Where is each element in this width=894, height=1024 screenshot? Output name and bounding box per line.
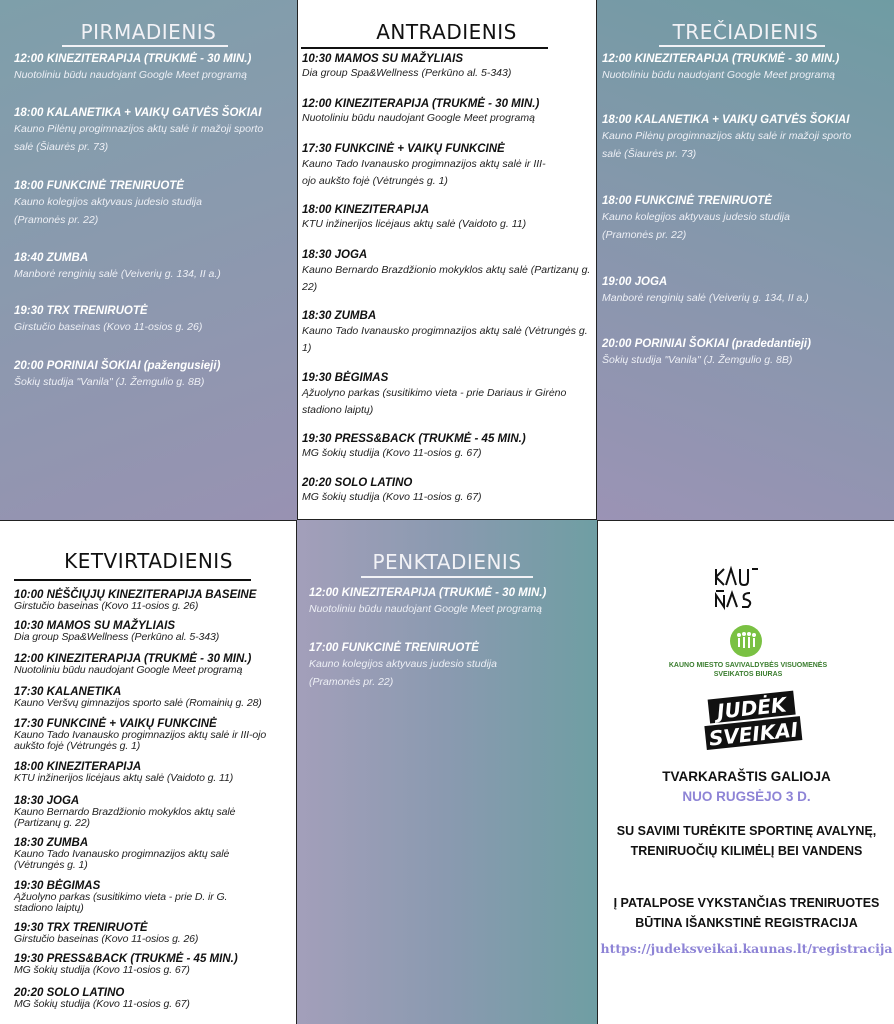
event-location: MG šokių studija (Kovo 11-osios g. 67) [302, 447, 482, 459]
event-title: 20:00 PORINIAI ŠOKIAI (pažengusieji) [14, 360, 221, 372]
event-location: Nuotoliniu būdu naudojant Google Meet programą [309, 603, 542, 615]
registration-line-1: Į PATALPOSE VYKSTANČIAS TRENIRUOTES [613, 896, 880, 910]
judek-text: JUDĖK [715, 692, 788, 724]
judek-sveikai-logo [698, 689, 808, 751]
event-location: Dia group Spa&Wellness (Perkūno al. 5-343) [302, 67, 512, 79]
thursday-event [14, 718, 290, 752]
wednesday-event [602, 52, 888, 84]
tuesday-event [302, 432, 592, 460]
thursday-event [14, 922, 290, 945]
thursday-event [14, 589, 290, 612]
tuesday-event [302, 142, 592, 190]
event-location: Kauno Tado Ivanausko progimnazijos aktų salė (Vėtrungės g. 1) [302, 325, 588, 354]
tuesday-divider [301, 47, 548, 49]
event-title: 12:00 KINEZITERAPIJA (TRUKMĖ - 30 MIN.) [14, 653, 252, 665]
monday-event [14, 179, 291, 229]
wednesday-heading: TREČIADIENIS [672, 20, 819, 44]
event-location: Dia group Spa&Wellness (Perkūno al. 5-343) [14, 631, 220, 643]
wednesday-event [602, 337, 888, 369]
sveikai-text: SVEIKAI [707, 717, 800, 751]
valid-title: TVARKARAŠTIS GALIOJA [662, 769, 831, 784]
event-title: 17:30 FUNKCINĖ + VAIKŲ FUNKCINĖ [302, 143, 505, 155]
event-title: 19:30 PRESS&BACK (TRUKMĖ - 45 MIN.) [14, 953, 238, 965]
wednesday-event [602, 113, 888, 163]
event-title: 18:00 KALANETIKA + VAIKŲ GATVĖS ŠOKIAI [14, 107, 262, 119]
event-location: Girstučio baseinas (Kovo 11-osios g. 26) [14, 321, 203, 333]
friday-event [309, 586, 589, 618]
event-location: Kauno kolegijos aktyvaus judesio studija (Pramonės pr. 22) [309, 658, 497, 688]
valid-date: NUO RUGSĖJO 3 D. [682, 789, 811, 804]
friday-divider [361, 576, 533, 578]
info-panel [597, 520, 894, 1024]
bring-line-1: SU SAVIMI TURĖKITE SPORTINĘ AVALYNĘ, [616, 824, 877, 838]
event-title: 19:30 TRX TRENIRUOTĖ [14, 305, 148, 317]
tuesday-event [302, 203, 592, 231]
event-location: Kauno Pilėnų progimnazijos aktų salė ir mažoji sporto salė (Šiaurės pr. 73) [602, 130, 852, 160]
event-title: 18:00 KINEZITERAPIJA [302, 204, 430, 216]
event-title: 12:00 KINEZITERAPIJA (TRUKMĖ - 30 MIN.) [309, 587, 547, 599]
event-location: Manborė renginių salė (Veiverių g. 134, II a.) [602, 292, 809, 304]
event-location: MG šokių studija (Kovo 11-osios g. 67) [14, 964, 190, 976]
thursday-event [14, 837, 290, 871]
friday-heading: PENKTADIENIS [372, 550, 522, 574]
thursday-event [14, 761, 290, 784]
event-location: Kauno Bernardo Brazdžionio mokyklos aktų salė (Partizanų g. 22) [14, 806, 236, 829]
event-location: Šokių studija "Vanila" (J. Žemgulio g. 8B) [14, 376, 205, 388]
event-title: 12:00 KINEZITERAPIJA (TRUKMĖ - 30 MIN.) [302, 98, 540, 110]
monday-event [14, 52, 291, 84]
monday-event [14, 106, 291, 156]
event-location: Kauno Tado Ivanausko progimnazijos aktų salė ir III-ojo aukšto fojė (Vėtrungės g. 1) [302, 158, 546, 187]
event-title: 17:30 FUNKCINĖ + VAIKŲ FUNKCINĖ [14, 718, 217, 730]
event-title: 18:00 FUNKCINĖ TRENIRUOTĖ [14, 180, 184, 192]
event-title: 18:30 JOGA [14, 795, 80, 807]
thursday-heading: KETVIRTADIENIS [64, 549, 233, 573]
thursday-event [14, 795, 290, 829]
wednesday-column [597, 0, 894, 520]
tuesday-event [302, 309, 592, 357]
thursday-event [14, 880, 290, 914]
event-location: Kauno Veršvų gimnazijos sporto salė (Romainių g. 28) [14, 697, 262, 709]
thursday-divider [14, 579, 251, 581]
event-title: 20:00 PORINIAI ŠOKIAI (pradedantieji) [602, 338, 811, 350]
event-location: MG šokių studija (Kovo 11-osios g. 67) [14, 998, 190, 1010]
event-title: 18:30 ZUMBA [14, 837, 89, 849]
event-title: 19:00 JOGA [602, 276, 668, 288]
thursday-event [14, 686, 290, 709]
event-title: 12:00 KINEZITERAPIJA (TRUKMĖ - 30 MIN.) [602, 53, 840, 65]
thursday-column [0, 520, 297, 1024]
event-location: Kauno Tado Ivanausko progimnazijos aktų salė ir III-ojo aukšto fojė (Vėtrungės g. 1) [14, 729, 267, 752]
tuesday-heading: ANTRADIENIS [376, 20, 517, 44]
event-title: 19:30 TRX TRENIRUOTĖ [14, 922, 148, 934]
wednesday-event [602, 275, 888, 307]
event-location: Kauno Tado Ivanausko progimnazijos aktų salė (Vėtrungės g. 1) [14, 848, 230, 871]
friday-column [297, 520, 597, 1024]
tuesday-event [302, 476, 592, 504]
event-title: 19:30 PRESS&BACK (TRUKMĖ - 45 MIN.) [302, 433, 526, 445]
event-title: 18:30 ZUMBA [302, 310, 377, 322]
event-title: 17:00 FUNKCINĖ TRENIRUOTĖ [309, 642, 479, 654]
event-title: 20:20 SOLO LATINO [302, 477, 413, 489]
monday-event [14, 251, 291, 283]
event-location: Ąžuolyno parkas (susitikimo vieta - prie D. ir G. stadiono laiptų) [14, 891, 228, 914]
kaunas-logo [714, 565, 758, 611]
registration-link[interactable]: https://judeksveikai.kaunas.lt/registracija [600, 941, 893, 956]
thursday-event [14, 987, 290, 1010]
health-bureau-icon [730, 625, 762, 657]
event-location: Girstučio baseinas (Kovo 11-osios g. 26) [14, 933, 199, 945]
event-title: 19:30 BĖGIMAS [302, 372, 389, 384]
wednesday-divider [659, 45, 825, 47]
event-location: KTU inžinerijos licėjaus aktų salė (Vaidoto g. 11) [14, 772, 234, 784]
tuesday-event [302, 248, 592, 296]
health-bureau-name: KAUNO MIESTO SAVIVALDYBĖS VISUOMENĖS SVEIKATOS BIURAS [668, 662, 828, 678]
event-title: 18:00 FUNKCINĖ TRENIRUOTĖ [602, 195, 772, 207]
event-title: 17:30 KALANETIKA [14, 686, 122, 698]
event-title: 12:00 KINEZITERAPIJA (TRUKMĖ - 30 MIN.) [14, 53, 252, 65]
event-location: Girstučio baseinas (Kovo 11-osios g. 26) [14, 600, 199, 612]
event-location: Kauno Pilėnų progimnazijos aktų salė ir mažoji sporto salė (Šiaurės pr. 73) [14, 123, 264, 153]
event-location: Manborė renginių salė (Veiverių g. 134, II a.) [14, 268, 221, 280]
registration-line-2: BŪTINA IŠANKSTINĖ REGISTRACIJA [635, 916, 858, 930]
event-location: Kauno kolegijos aktyvaus judesio studija (Pramonės pr. 22) [602, 211, 790, 241]
event-location: Kauno kolegijos aktyvaus judesio studija (Pramonės pr. 22) [14, 196, 202, 226]
event-location: Ąžuolyno parkas (susitikimo vieta - prie Dariaus ir Girėno stadiono laiptų) [302, 387, 567, 416]
event-location: Nuotoliniu būdu naudojant Google Meet programą [14, 69, 247, 81]
event-title: 18:00 KALANETIKA + VAIKŲ GATVĖS ŠOKIAI [602, 114, 850, 126]
event-location: Nuotoliniu būdu naudojant Google Meet programą [14, 664, 243, 676]
tuesday-event [302, 52, 592, 80]
monday-event [14, 359, 291, 391]
monday-divider [62, 45, 228, 47]
event-title: 19:30 BĖGIMAS [14, 880, 101, 892]
event-location: MG šokių studija (Kovo 11-osios g. 67) [302, 491, 482, 503]
tuesday-event [302, 97, 592, 125]
event-location: Kauno Bernardo Brazdžionio mokyklos aktų salė (Partizanų g. 22) [302, 264, 591, 293]
monday-column [0, 0, 297, 520]
event-title: 10:30 MAMOS SU MAŽYLIAIS [302, 53, 464, 65]
event-location: Nuotoliniu būdu naudojant Google Meet programą [302, 112, 535, 124]
event-location: KTU inžinerijos licėjaus aktų salė (Vaidoto g. 11) [302, 218, 527, 230]
wednesday-event [602, 194, 888, 244]
event-title: 10:30 MAMOS SU MAŽYLIAIS [14, 620, 176, 632]
event-title: 18:40 ZUMBA [14, 252, 89, 264]
event-location: Nuotoliniu būdu naudojant Google Meet programą [602, 69, 835, 81]
event-location: Šokių studija "Vanila" (J. Žemgulio g. 8B) [602, 354, 793, 366]
event-title: 10:00 NĖŠČIŲJŲ KINEZITERAPIJA BASEINE [14, 589, 257, 601]
event-title: 20:20 SOLO LATINO [14, 987, 125, 999]
thursday-event [14, 620, 290, 643]
monday-heading: PIRMADIENIS [80, 20, 217, 44]
friday-event [309, 641, 589, 691]
thursday-event [14, 653, 290, 676]
tuesday-event [302, 371, 592, 419]
bring-line-2: TRENIRUOČIŲ KILIMĖLĮ BEI VANDENS [630, 844, 863, 858]
event-title: 18:30 JOGA [302, 249, 368, 261]
thursday-event [14, 953, 290, 976]
event-title: 18:00 KINEZITERAPIJA [14, 761, 142, 773]
tuesday-column [297, 0, 597, 520]
monday-event [14, 304, 291, 336]
